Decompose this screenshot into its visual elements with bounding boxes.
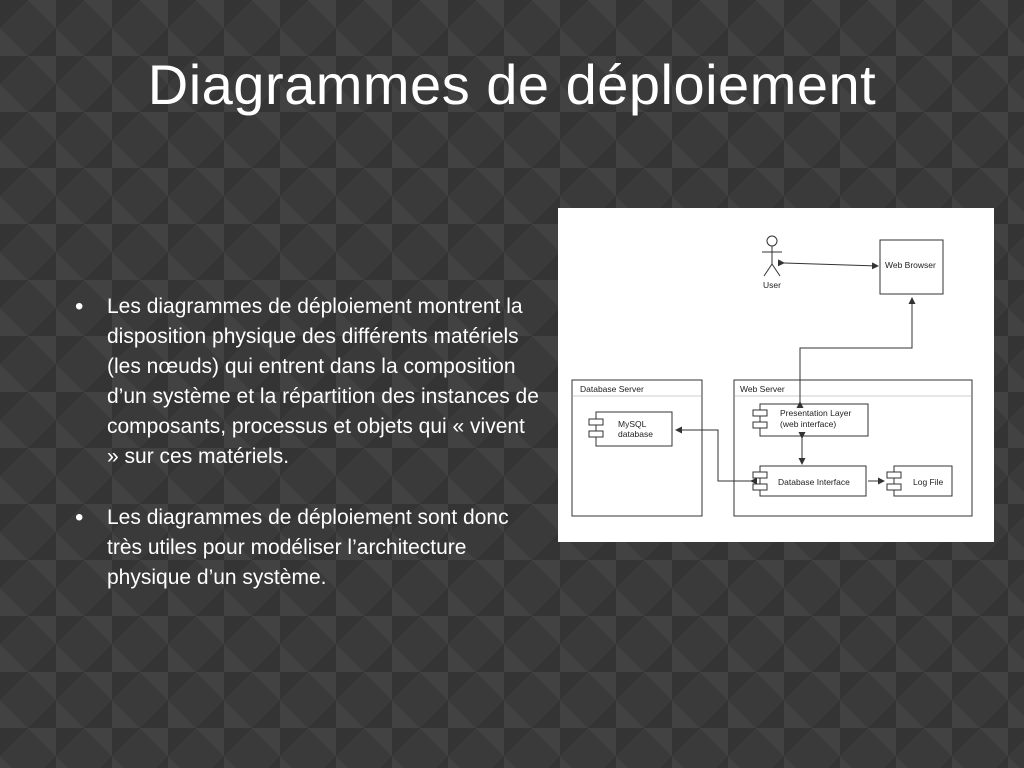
user-actor-icon xyxy=(762,236,782,276)
web-browser-label: Web Browser xyxy=(885,260,936,270)
database-interface-component xyxy=(753,466,866,496)
presentation-layer-component xyxy=(753,404,868,436)
bullet-text: Les diagrammes de déploiement sont donc très utiles pour modéliser l’architecture physique d’un système. xyxy=(107,506,509,589)
presentation-label-line2: (web interface) xyxy=(780,419,837,429)
log-file-component xyxy=(887,466,952,496)
deployment-diagram xyxy=(558,208,994,542)
user-browser-connector xyxy=(784,263,878,266)
bullet-item xyxy=(72,503,542,593)
mysql-component xyxy=(589,412,672,446)
bullet-text: Les diagrammes de déploiement montrent la disposition physique des différents matériels (les nœuds) qui entrent dans la composition d’un système et la répartition des instances de composants, processus et objets qui « vivent » sur ces matériels. xyxy=(107,295,539,468)
database-interface-label: Database Interface xyxy=(778,477,850,487)
bullet-item xyxy=(72,292,542,472)
bullet-icon: • xyxy=(75,293,84,320)
bullet-list xyxy=(72,292,542,624)
web-server-label: Web Server xyxy=(740,384,785,394)
user-label: User xyxy=(763,280,781,290)
database-server-node xyxy=(572,380,702,516)
log-file-label: Log File xyxy=(913,477,944,487)
slide-title: Diagrammes de déploiement xyxy=(147,53,877,116)
web-browser-node xyxy=(880,240,943,294)
presentation-label-line1: Presentation Layer xyxy=(780,408,852,418)
mysql-label-line1: MySQL xyxy=(618,419,647,429)
bullet-icon: • xyxy=(75,504,84,531)
database-server-label: Database Server xyxy=(580,384,644,394)
mysql-label-line2: database xyxy=(618,429,653,439)
